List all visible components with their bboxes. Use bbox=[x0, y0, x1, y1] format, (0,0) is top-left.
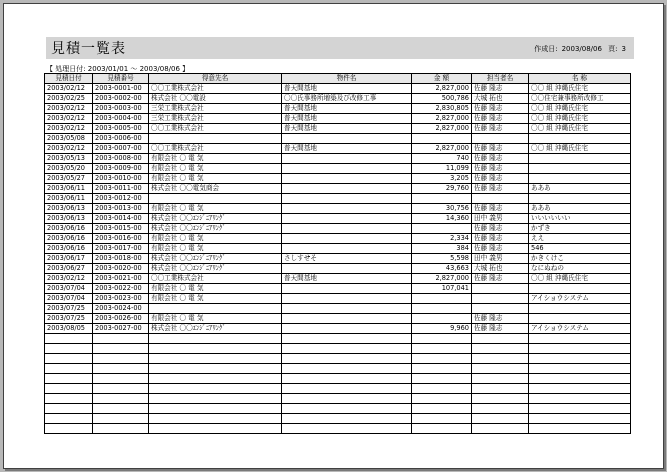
number-cell bbox=[93, 424, 149, 434]
staff-cell: 佐藤 隆志 bbox=[472, 184, 529, 194]
name-cell bbox=[529, 344, 631, 354]
col-header-customer: 得意先名 bbox=[149, 74, 282, 84]
date-cell: 2003/07/04 bbox=[45, 284, 93, 294]
amount-cell: 2,827,000 bbox=[412, 274, 472, 284]
staff-cell: 佐藤 隆志 bbox=[472, 104, 529, 114]
name-cell: 〇〇 組 沖縄氏住宅 bbox=[529, 144, 631, 154]
number-cell bbox=[93, 354, 149, 364]
customer-cell bbox=[149, 304, 282, 314]
amount-cell bbox=[412, 194, 472, 204]
amount-cell: 2,334 bbox=[412, 234, 472, 244]
amount-cell: 30,756 bbox=[412, 204, 472, 214]
table-row bbox=[45, 314, 631, 324]
staff-cell: 佐藤 隆志 bbox=[472, 164, 529, 174]
table-row bbox=[45, 404, 631, 414]
staff-cell bbox=[472, 364, 529, 374]
property-cell bbox=[282, 224, 412, 234]
property-cell bbox=[282, 284, 412, 294]
customer-cell bbox=[149, 364, 282, 374]
name-cell: あああ bbox=[529, 184, 631, 194]
amount-cell bbox=[412, 404, 472, 414]
amount-cell: 43,663 bbox=[412, 264, 472, 274]
date-cell bbox=[45, 334, 93, 344]
page-number: 3 bbox=[621, 45, 626, 53]
property-cell bbox=[282, 384, 412, 394]
table-row bbox=[45, 394, 631, 404]
customer-cell bbox=[149, 344, 282, 354]
date-cell: 2003/05/13 bbox=[45, 154, 93, 164]
customer-cell: 有限会社 〇 電 気 bbox=[149, 204, 282, 214]
amount-cell: 2,827,000 bbox=[412, 84, 472, 94]
date-cell: 2003/02/12 bbox=[45, 144, 93, 154]
page-label: 頁: bbox=[608, 45, 618, 53]
date-cell: 2003/06/11 bbox=[45, 194, 93, 204]
customer-cell: 〇〇工業株式会社 bbox=[149, 274, 282, 284]
number-cell: 2003-0006-00 bbox=[93, 134, 149, 144]
property-cell bbox=[282, 294, 412, 304]
name-cell bbox=[529, 164, 631, 174]
customer-cell: 株式会社 〇〇ｴﾝｼﾞﾆｱﾘﾝｸﾞ bbox=[149, 224, 282, 234]
property-cell bbox=[282, 324, 412, 334]
date-cell: 2003/02/12 bbox=[45, 124, 93, 134]
table-row bbox=[45, 204, 631, 214]
number-cell: 2003-0016-00 bbox=[93, 234, 149, 244]
property-cell: 普天間基地 bbox=[282, 124, 412, 134]
amount-cell: 2,827,000 bbox=[412, 144, 472, 154]
date-cell: 2003/06/13 bbox=[45, 214, 93, 224]
number-cell: 2003-0010-00 bbox=[93, 174, 149, 184]
name-cell: かきくけこ bbox=[529, 254, 631, 264]
staff-cell: 田中 義男 bbox=[472, 214, 529, 224]
customer-cell bbox=[149, 134, 282, 144]
staff-cell bbox=[472, 384, 529, 394]
name-cell: かずき bbox=[529, 224, 631, 234]
date-cell: 2003/07/25 bbox=[45, 314, 93, 324]
staff-cell bbox=[472, 354, 529, 364]
number-cell: 2003-0009-00 bbox=[93, 164, 149, 174]
customer-cell bbox=[149, 194, 282, 204]
customer-cell: 有限会社 〇 電 気 bbox=[149, 234, 282, 244]
date-cell: 2003/07/04 bbox=[45, 294, 93, 304]
customer-cell: 有限会社 〇 電 気 bbox=[149, 174, 282, 184]
number-cell: 2003-0005-00 bbox=[93, 124, 149, 134]
number-cell bbox=[93, 344, 149, 354]
amount-cell: 14,360 bbox=[412, 214, 472, 224]
staff-cell: 佐藤 隆志 bbox=[472, 324, 529, 334]
name-cell: 〇〇 組 沖縄氏住宅 bbox=[529, 104, 631, 114]
number-cell: 2003-0024-00 bbox=[93, 304, 149, 314]
report-header bbox=[46, 37, 634, 59]
name-cell: いいいいいい bbox=[529, 214, 631, 224]
staff-cell: 大城 拓也 bbox=[472, 264, 529, 274]
amount-cell bbox=[412, 294, 472, 304]
number-cell: 2003-0017-00 bbox=[93, 244, 149, 254]
table-row bbox=[45, 374, 631, 384]
property-cell bbox=[282, 334, 412, 344]
name-cell: 〇〇 組 沖縄氏住宅 bbox=[529, 84, 631, 94]
number-cell: 2003-0004-00 bbox=[93, 114, 149, 124]
date-cell: 2003/05/08 bbox=[45, 134, 93, 144]
name-cell bbox=[529, 284, 631, 294]
customer-cell: 三栄工業株式会社 bbox=[149, 104, 282, 114]
name-cell bbox=[529, 154, 631, 164]
amount-cell: 740 bbox=[412, 154, 472, 164]
date-cell bbox=[45, 374, 93, 384]
name-cell bbox=[529, 414, 631, 424]
amount-cell: 2,827,000 bbox=[412, 124, 472, 134]
amount-cell bbox=[412, 364, 472, 374]
amount-cell bbox=[412, 384, 472, 394]
date-cell bbox=[45, 354, 93, 364]
property-cell bbox=[282, 204, 412, 214]
customer-cell: 三栄工業株式会社 bbox=[149, 114, 282, 124]
number-cell bbox=[93, 374, 149, 384]
date-cell bbox=[45, 344, 93, 354]
report-meta bbox=[530, 44, 626, 54]
number-cell bbox=[93, 384, 149, 394]
customer-cell: 株式会社 〇〇電設 bbox=[149, 94, 282, 104]
property-cell bbox=[282, 264, 412, 274]
amount-cell: 2,827,000 bbox=[412, 114, 472, 124]
name-cell bbox=[529, 404, 631, 414]
customer-cell: 有限会社 〇 電 気 bbox=[149, 314, 282, 324]
table-row bbox=[45, 354, 631, 364]
date-cell: 2003/05/27 bbox=[45, 174, 93, 184]
property-cell: 普天間基地 bbox=[282, 274, 412, 284]
staff-cell: 佐藤 隆志 bbox=[472, 154, 529, 164]
customer-cell bbox=[149, 404, 282, 414]
staff-cell: 佐藤 隆志 bbox=[472, 244, 529, 254]
staff-cell bbox=[472, 424, 529, 434]
name-cell: あああ bbox=[529, 204, 631, 214]
table-row bbox=[45, 154, 631, 164]
customer-cell bbox=[149, 414, 282, 424]
staff-cell: 大城 拓也 bbox=[472, 94, 529, 104]
number-cell: 2003-0022-00 bbox=[93, 284, 149, 294]
amount-cell: 9,960 bbox=[412, 324, 472, 334]
table-row bbox=[45, 424, 631, 434]
customer-cell: 株式会社 〇〇ｴﾝｼﾞﾆｱﾘﾝｸﾞ bbox=[149, 264, 282, 274]
staff-cell: 佐藤 隆志 bbox=[472, 124, 529, 134]
amount-cell bbox=[412, 354, 472, 364]
customer-cell: 〇〇工業株式会社 bbox=[149, 124, 282, 134]
staff-cell bbox=[472, 134, 529, 144]
customer-cell: 有限会社 〇 電 気 bbox=[149, 284, 282, 294]
customer-cell: 〇〇工業株式会社 bbox=[149, 84, 282, 94]
property-cell bbox=[282, 394, 412, 404]
number-cell: 2003-0001-00 bbox=[93, 84, 149, 94]
name-cell bbox=[529, 174, 631, 184]
date-cell bbox=[45, 414, 93, 424]
name-cell bbox=[529, 424, 631, 434]
date-cell bbox=[45, 394, 93, 404]
page-title: 見積一覧表 bbox=[51, 41, 126, 57]
table-row bbox=[45, 344, 631, 354]
property-cell bbox=[282, 194, 412, 204]
staff-cell bbox=[472, 414, 529, 424]
amount-cell bbox=[412, 414, 472, 424]
name-cell: なにぬねの bbox=[529, 264, 631, 274]
table-row bbox=[45, 164, 631, 174]
property-cell bbox=[282, 364, 412, 374]
name-cell bbox=[529, 364, 631, 374]
name-cell bbox=[529, 374, 631, 384]
staff-cell: 佐藤 隆志 bbox=[472, 84, 529, 94]
number-cell: 2003-0020-00 bbox=[93, 264, 149, 274]
date-cell bbox=[45, 384, 93, 394]
amount-cell bbox=[412, 424, 472, 434]
amount-cell bbox=[412, 334, 472, 344]
number-cell: 2003-0027-00 bbox=[93, 324, 149, 334]
table-row bbox=[45, 414, 631, 424]
staff-cell: 佐藤 隆志 bbox=[472, 204, 529, 214]
customer-cell: 有限会社 〇 電 気 bbox=[149, 294, 282, 304]
staff-cell bbox=[472, 284, 529, 294]
table-row bbox=[45, 94, 631, 104]
table-row bbox=[45, 144, 631, 154]
number-cell: 2003-0014-00 bbox=[93, 214, 149, 224]
name-cell bbox=[529, 314, 631, 324]
property-cell bbox=[282, 234, 412, 244]
col-header-number: 見積番号 bbox=[93, 74, 149, 84]
table-row bbox=[45, 224, 631, 234]
col-header-name: 名 称 bbox=[529, 74, 631, 84]
name-cell bbox=[529, 134, 631, 144]
amount-cell bbox=[412, 224, 472, 234]
name-cell bbox=[529, 354, 631, 364]
property-cell bbox=[282, 414, 412, 424]
customer-cell bbox=[149, 394, 282, 404]
date-cell bbox=[45, 364, 93, 374]
property-cell bbox=[282, 244, 412, 254]
table-row bbox=[45, 104, 631, 114]
date-cell: 2003/06/16 bbox=[45, 224, 93, 234]
date-cell: 2003/06/11 bbox=[45, 184, 93, 194]
number-cell: 2003-0015-00 bbox=[93, 224, 149, 234]
table-row bbox=[45, 194, 631, 204]
staff-cell: 佐藤 隆志 bbox=[472, 224, 529, 234]
table-row bbox=[45, 304, 631, 314]
table-row bbox=[45, 274, 631, 284]
property-cell: 普天間基地 bbox=[282, 104, 412, 114]
table-row bbox=[45, 244, 631, 254]
number-cell: 2003-0012-00 bbox=[93, 194, 149, 204]
table-row bbox=[45, 284, 631, 294]
table-row bbox=[45, 214, 631, 224]
number-cell: 2003-0013-00 bbox=[93, 204, 149, 214]
amount-cell bbox=[412, 374, 472, 384]
table-row bbox=[45, 174, 631, 184]
property-cell bbox=[282, 214, 412, 224]
number-cell bbox=[93, 414, 149, 424]
table-row bbox=[45, 264, 631, 274]
staff-cell bbox=[472, 294, 529, 304]
property-cell: 普天間基地 bbox=[282, 144, 412, 154]
col-header-amount: 金 額 bbox=[412, 74, 472, 84]
amount-cell bbox=[412, 134, 472, 144]
customer-cell bbox=[149, 334, 282, 344]
col-header-date: 見積日付 bbox=[45, 74, 93, 84]
table-row bbox=[45, 254, 631, 264]
staff-cell bbox=[472, 304, 529, 314]
table-row bbox=[45, 324, 631, 334]
date-cell bbox=[45, 404, 93, 414]
property-cell bbox=[282, 164, 412, 174]
number-cell bbox=[93, 364, 149, 374]
name-cell bbox=[529, 304, 631, 314]
amount-cell: 3,205 bbox=[412, 174, 472, 184]
name-cell: ええ bbox=[529, 234, 631, 244]
date-cell bbox=[45, 424, 93, 434]
date-cell: 2003/06/13 bbox=[45, 204, 93, 214]
number-cell: 2003-0018-00 bbox=[93, 254, 149, 264]
amount-cell: 500,786 bbox=[412, 94, 472, 104]
staff-cell bbox=[472, 344, 529, 354]
customer-cell: 株式会社 〇〇ｴﾝｼﾞﾆｱﾘﾝｸﾞ bbox=[149, 214, 282, 224]
customer-cell: 〇〇工業株式会社 bbox=[149, 144, 282, 154]
amount-cell bbox=[412, 314, 472, 324]
name-cell bbox=[529, 394, 631, 404]
number-cell: 2003-0007-00 bbox=[93, 144, 149, 154]
staff-cell: 佐藤 隆志 bbox=[472, 174, 529, 184]
property-cell bbox=[282, 424, 412, 434]
date-cell: 2003/07/25 bbox=[45, 304, 93, 314]
table-row bbox=[45, 134, 631, 144]
property-cell bbox=[282, 314, 412, 324]
col-header-staff: 担当者名 bbox=[472, 74, 529, 84]
date-cell: 2003/06/27 bbox=[45, 264, 93, 274]
name-cell bbox=[529, 334, 631, 344]
amount-cell: 29,760 bbox=[412, 184, 472, 194]
date-range: 【 処理日付: 2003/01/01 〜 2003/08/06 】 bbox=[46, 65, 190, 73]
staff-cell bbox=[472, 374, 529, 384]
property-cell: 普天間基地 bbox=[282, 114, 412, 124]
number-cell: 2003-0011-00 bbox=[93, 184, 149, 194]
property-cell bbox=[282, 354, 412, 364]
name-cell bbox=[529, 194, 631, 204]
date-cell: 2003/02/12 bbox=[45, 84, 93, 94]
staff-cell bbox=[472, 394, 529, 404]
number-cell: 2003-0008-00 bbox=[93, 154, 149, 164]
customer-cell: 株式会社 〇〇ｴﾝｼﾞﾆｱﾘﾝｸﾞ bbox=[149, 324, 282, 334]
property-cell: さしすせそ bbox=[282, 254, 412, 264]
customer-cell: 株式会社 〇〇電気商会 bbox=[149, 184, 282, 194]
date-cell: 2003/08/05 bbox=[45, 324, 93, 334]
name-cell: 〇〇 組 沖縄氏住宅 bbox=[529, 114, 631, 124]
customer-cell: 株式会社 〇〇ｴﾝｼﾞﾆｱﾘﾝｸﾞ bbox=[149, 254, 282, 264]
number-cell bbox=[93, 404, 149, 414]
staff-cell bbox=[472, 404, 529, 414]
table-row bbox=[45, 294, 631, 304]
staff-cell bbox=[472, 194, 529, 204]
name-cell: 546 bbox=[529, 244, 631, 254]
date-cell: 2003/06/16 bbox=[45, 244, 93, 254]
date-cell: 2003/02/25 bbox=[45, 94, 93, 104]
amount-cell: 5,598 bbox=[412, 254, 472, 264]
table-row bbox=[45, 384, 631, 394]
date-cell: 2003/02/12 bbox=[45, 104, 93, 114]
property-cell bbox=[282, 404, 412, 414]
customer-cell bbox=[149, 424, 282, 434]
amount-cell: 384 bbox=[412, 244, 472, 254]
created-label: 作成日: bbox=[534, 45, 558, 53]
table-row bbox=[45, 184, 631, 194]
property-cell bbox=[282, 344, 412, 354]
amount-cell: 2,830,805 bbox=[412, 104, 472, 114]
number-cell bbox=[93, 394, 149, 404]
date-cell: 2003/06/17 bbox=[45, 254, 93, 264]
property-cell bbox=[282, 174, 412, 184]
table-row bbox=[45, 234, 631, 244]
property-cell bbox=[282, 304, 412, 314]
number-cell: 2003-0021-00 bbox=[93, 274, 149, 284]
number-cell: 2003-0026-00 bbox=[93, 314, 149, 324]
col-header-property: 物件名 bbox=[282, 74, 412, 84]
amount-cell bbox=[412, 344, 472, 354]
staff-cell bbox=[472, 334, 529, 344]
number-cell: 2003-0002-00 bbox=[93, 94, 149, 104]
staff-cell: 佐藤 隆志 bbox=[472, 314, 529, 324]
customer-cell bbox=[149, 384, 282, 394]
table-row bbox=[45, 364, 631, 374]
name-cell: アイショウシステム bbox=[529, 324, 631, 334]
number-cell: 2003-0003-00 bbox=[93, 104, 149, 114]
table-row bbox=[45, 114, 631, 124]
customer-cell: 有限会社 〇 電 気 bbox=[149, 154, 282, 164]
name-cell bbox=[529, 384, 631, 394]
customer-cell: 有限会社 〇 電 気 bbox=[149, 164, 282, 174]
customer-cell bbox=[149, 374, 282, 384]
staff-cell: 佐藤 隆志 bbox=[472, 114, 529, 124]
number-cell: 2003-0023-00 bbox=[93, 294, 149, 304]
date-cell: 2003/02/12 bbox=[45, 274, 93, 284]
staff-cell: 佐藤 隆志 bbox=[472, 274, 529, 284]
amount-cell bbox=[412, 394, 472, 404]
name-cell: アイショウシステム bbox=[529, 294, 631, 304]
property-cell: 〇〇氏事務所増築及び改修工事 bbox=[282, 94, 412, 104]
property-cell bbox=[282, 374, 412, 384]
created-date: 2003/08/06 bbox=[561, 45, 602, 53]
staff-cell: 佐藤 隆志 bbox=[472, 234, 529, 244]
amount-cell: 107,041 bbox=[412, 284, 472, 294]
table-header-row bbox=[45, 74, 631, 84]
staff-cell: 田中 義男 bbox=[472, 254, 529, 264]
name-cell: 〇〇 組 沖縄氏住宅 bbox=[529, 124, 631, 134]
property-cell bbox=[282, 184, 412, 194]
property-cell bbox=[282, 154, 412, 164]
amount-cell bbox=[412, 304, 472, 314]
amount-cell: 11,099 bbox=[412, 164, 472, 174]
date-cell: 2003/06/16 bbox=[45, 234, 93, 244]
name-cell: 〇〇 組 沖縄氏住宅 bbox=[529, 274, 631, 284]
customer-cell: 有限会社 〇 電 気 bbox=[149, 244, 282, 254]
estimate-table bbox=[44, 73, 631, 434]
date-cell: 2003/02/12 bbox=[45, 114, 93, 124]
staff-cell: 佐藤 隆志 bbox=[472, 144, 529, 154]
property-cell: 普天間基地 bbox=[282, 84, 412, 94]
number-cell bbox=[93, 334, 149, 344]
name-cell: 〇〇住宅兼事務所改修工 bbox=[529, 94, 631, 104]
table-row bbox=[45, 334, 631, 344]
property-cell bbox=[282, 134, 412, 144]
customer-cell bbox=[149, 354, 282, 364]
table-row bbox=[45, 84, 631, 94]
table-row bbox=[45, 124, 631, 134]
date-cell: 2003/05/20 bbox=[45, 164, 93, 174]
